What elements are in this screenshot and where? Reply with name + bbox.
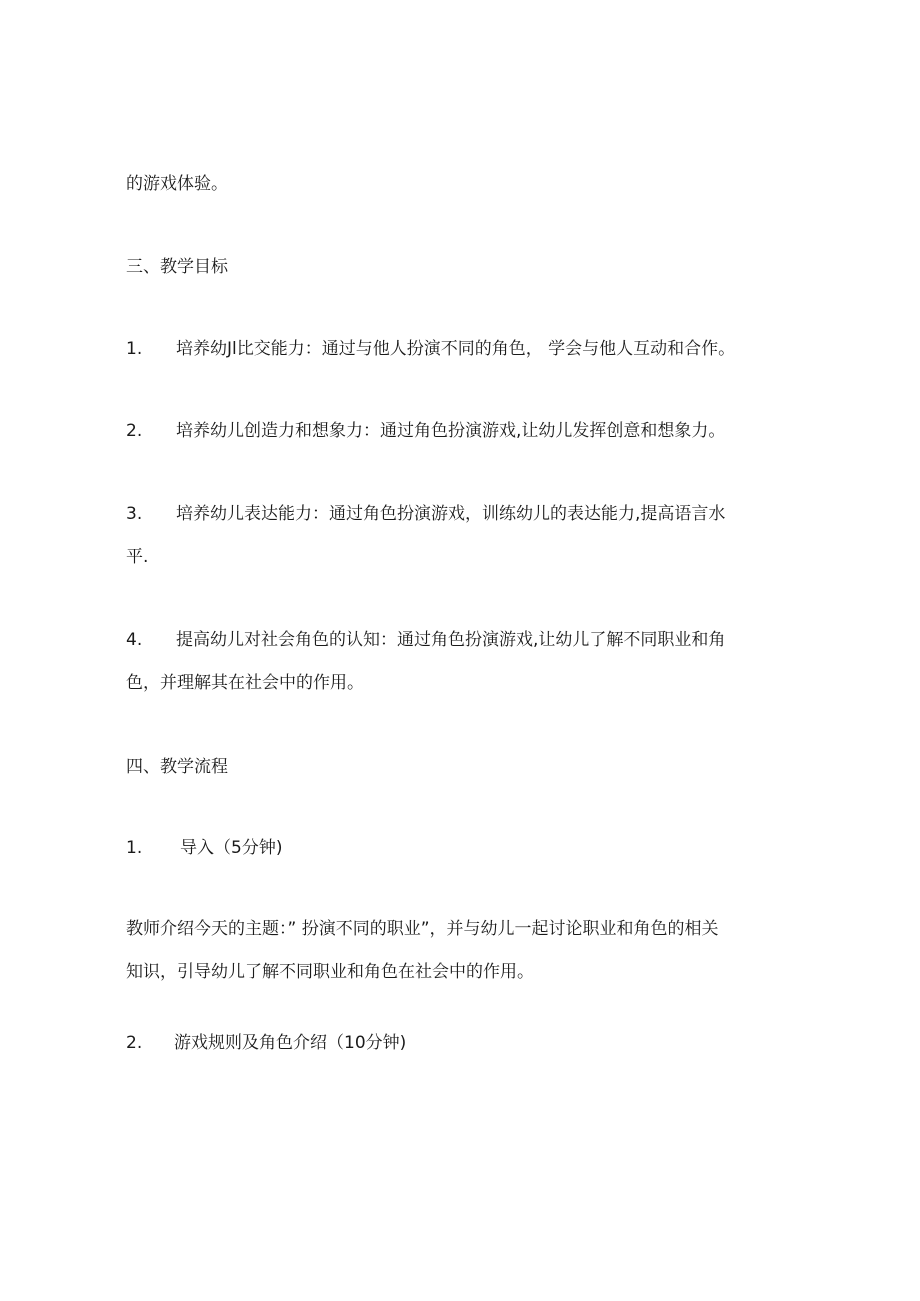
section-heading-objectives bbox=[126, 246, 796, 289]
section-heading-flow bbox=[126, 746, 796, 789]
step-1-number: 1. bbox=[126, 838, 143, 858]
continuation-line: 的游戏体验。 bbox=[126, 174, 228, 194]
objective-1-text: 培养幼Jl比交能力：通过与他人扮演不同的角色， 学会与他人互动和合作。 bbox=[176, 339, 736, 359]
continuation-text bbox=[126, 163, 796, 206]
objective-4-text-1: 提高幼儿对社会角色的认知：通过角色扮演游戏,让幼儿了解不同职业和角 bbox=[176, 630, 726, 650]
objective-3-number: 3. bbox=[126, 504, 143, 524]
objective-4-number: 4. bbox=[126, 630, 143, 650]
objective-item-3 bbox=[126, 493, 796, 579]
flow-step-1-body bbox=[126, 908, 796, 994]
step-2-title: 游戏规则及角色介绍（10分钟) bbox=[174, 1033, 407, 1053]
step-1-body-line-1: 教师介绍今天的主题：” 扮演不同的职业”，并与幼儿一起讨论职业和角色的相关 bbox=[126, 919, 719, 939]
objective-1-number: 1. bbox=[126, 339, 143, 359]
objective-item-2 bbox=[126, 410, 796, 453]
step-1-body-line-2: 知识，引导幼儿了解不同职业和角色在社会中的作用。 bbox=[126, 962, 534, 982]
objective-3-line-1 bbox=[126, 493, 796, 536]
objective-4-line-2: 色，并理解其在社会中的作用。 bbox=[126, 673, 364, 693]
step-2-number: 2. bbox=[126, 1033, 143, 1053]
objective-2-number: 2. bbox=[126, 421, 143, 441]
section4-heading: 四、教学流程 bbox=[126, 757, 228, 777]
section3-heading: 三、教学目标 bbox=[126, 257, 228, 277]
objective-3-line-2: 平. bbox=[126, 547, 149, 567]
step-1-title: 导入（5分钟) bbox=[180, 838, 283, 858]
objective-3-text-1: 培养幼儿表达能力：通过角色扮演游戏，训练幼儿的表达能力,提高语言水 bbox=[176, 504, 726, 524]
objective-4-line-1 bbox=[126, 619, 796, 662]
objective-item-4 bbox=[126, 619, 796, 705]
objective-item-1 bbox=[126, 328, 796, 371]
flow-step-1 bbox=[126, 827, 796, 870]
flow-step-2 bbox=[126, 1022, 796, 1065]
objective-2-text: 培养幼儿创造力和想象力：通过角色扮演游戏,让幼儿发挥创意和想象力。 bbox=[176, 421, 726, 441]
